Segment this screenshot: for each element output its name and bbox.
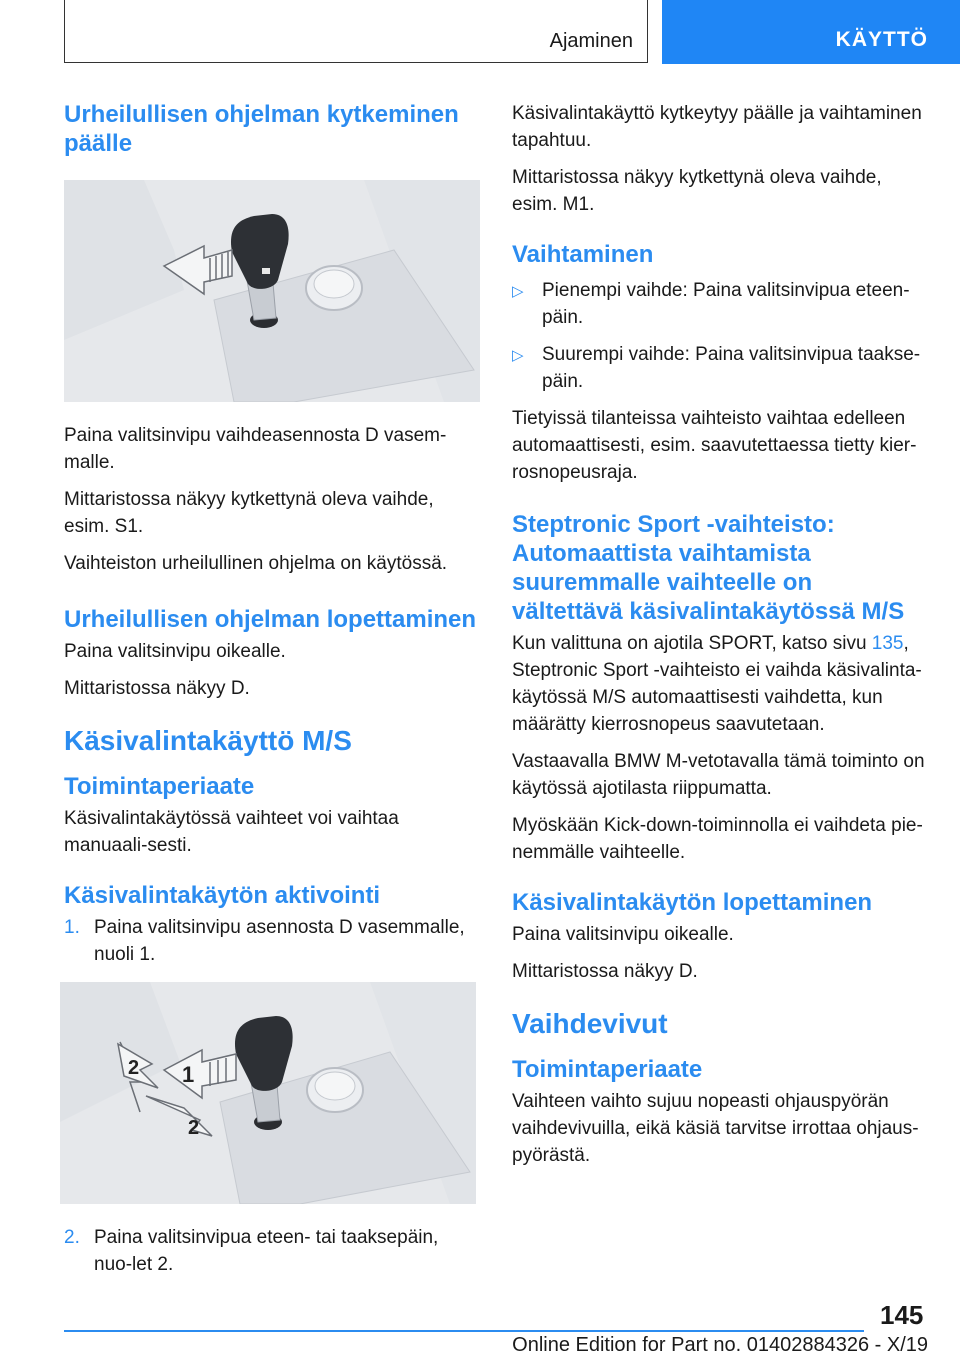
- paragraph-manual-off-1: Paina valitsinvipu oikealle.: [512, 924, 734, 945]
- steptronic-text-b: , Steptronic Sport -vaihteisto ei vaihda käsivalinta-käytössä M/S automaattisesti vaihdetta, kun määrätty kierrosnopeus saavutetaan.: [512, 633, 922, 735]
- footer-divider: [64, 1330, 864, 1332]
- step-1: [64, 914, 480, 968]
- heading-sport-off: Urheilullisen ohjelman lopettaminen: [64, 606, 477, 633]
- heading-principle: Toimintaperiaate: [64, 773, 255, 800]
- left-column: [64, 100, 480, 1288]
- gear-selector-arrows-illustration: [60, 982, 476, 1204]
- step-2-number: 2.: [64, 1227, 80, 1248]
- paragraph-steptronic-2: Vastaavalla BMW M-vetotavalla tämä toiminto on käytössä ajotilasta riippumatta.: [512, 751, 925, 799]
- paragraph-paddles: Vaihteen vaihto sujuu nopeasti ohjauspyörän vaihdevivuilla, eikä käsiä tarvitse irrottaa ohjaus-pyörästä.: [512, 1091, 919, 1166]
- paragraph-principle: Käsivalintakäytössä vaihteet voi vaihtaa manuaali-sesti.: [64, 808, 399, 856]
- step-2: [64, 1224, 480, 1278]
- bullet-lower-gear: [512, 277, 928, 331]
- paragraph-sport-3: Vaihteiston urheilullinen ohjelma on käytössä.: [64, 553, 448, 574]
- figure-gear-selector-left: [64, 180, 480, 402]
- step-1-text: Paina valitsinvipu asennosta D vasemmalle, nuoli 1.: [94, 917, 465, 965]
- header-chapter: Ajaminen: [549, 30, 633, 52]
- heading-manual-off: Käsivalintakäytön lopettaminen: [512, 889, 873, 916]
- footer-edition: Online Edition for Part no. 01402884326 - X/19: [512, 1334, 928, 1356]
- paragraph-manual-off-2: Mittaristossa näkyy D.: [512, 961, 698, 982]
- figure-label-2a: 2: [128, 1057, 140, 1079]
- header-section-tab: [662, 0, 960, 64]
- heading-activate: Käsivalintakäytön aktivointi: [64, 882, 381, 909]
- gear-selector-illustration: [64, 180, 480, 402]
- paragraph-top-1: Käsivalintakäyttö kytkeytyy päälle ja vaihtaminen tapahtuu.: [512, 103, 922, 151]
- heading-steptronic: Steptronic Sport -vaihteisto: Automaattista vaihtamista suuremmalle vaihteelle on vältettävä käsivalintakäytössä M/S: [512, 511, 905, 625]
- page-link-135[interactable]: 135: [871, 633, 904, 654]
- bullet-marker-icon: ▷: [512, 283, 524, 300]
- heading-principle-2: Toimintaperiaate: [512, 1056, 703, 1083]
- figure-gear-selector-arrows: [60, 982, 476, 1204]
- paragraph-top-2: Mittaristossa näkyy kytkettynä oleva vaihde, esim. M1.: [512, 167, 882, 215]
- bullet-lower-gear-text: Pienempi vaihde: Paina valitsinvipua eteen-päin.: [542, 280, 910, 328]
- heading-sport-on: Urheilullisen ohjelman kytkeminen päälle: [64, 101, 459, 157]
- paragraph-sport-2: Mittaristossa näkyy kytkettynä oleva vaihde, esim. S1.: [64, 489, 434, 537]
- header-section: KÄYTTÖ: [835, 28, 928, 51]
- paragraph-steptronic-1: [512, 630, 928, 738]
- paragraph-steptronic-3: Myöskään Kick-down-toiminnolla ei vaihdeta pie-nemmälle vaihteelle.: [512, 815, 923, 863]
- figure-label-2b: 2: [188, 1117, 200, 1139]
- steptronic-text-a: Kun valittuna on ajotila SPORT, katso sivu: [512, 633, 872, 654]
- bullet-marker-icon: ▷: [512, 347, 524, 364]
- paragraph-off-2: Mittaristossa näkyy D.: [64, 678, 250, 699]
- paragraph-shift: Tietyissä tilanteissa vaihteisto vaihtaa edelleen automaattisesti, esim. saavutettaessa tietty kier-rosnopeusraja.: [512, 408, 917, 483]
- page-number: 145: [880, 1300, 924, 1330]
- right-column: [512, 100, 928, 1179]
- step-1-number: 1.: [64, 917, 80, 938]
- paragraph-off-1: Paina valitsinvipu oikealle.: [64, 641, 286, 662]
- heading-shift: Vaihtaminen: [512, 241, 654, 268]
- bullet-higher-gear-text: Suurempi vaihde: Paina valitsinvipua taakse-päin.: [542, 344, 921, 392]
- header-chapter-tab: [64, 0, 648, 63]
- figure-label-1: 1: [182, 1062, 195, 1087]
- paragraph-sport-1: Paina valitsinvipu vaihdeasennosta D vasem-malle.: [64, 425, 447, 473]
- bullet-higher-gear: [512, 341, 928, 395]
- step-2-text: Paina valitsinvipua eteen- tai taaksepäin, nuo-let 2.: [94, 1227, 439, 1275]
- heading-paddles: Vaihdevivut: [512, 1008, 668, 1039]
- heading-manual-mode: Käsivalintakäyttö M/S: [64, 725, 352, 756]
